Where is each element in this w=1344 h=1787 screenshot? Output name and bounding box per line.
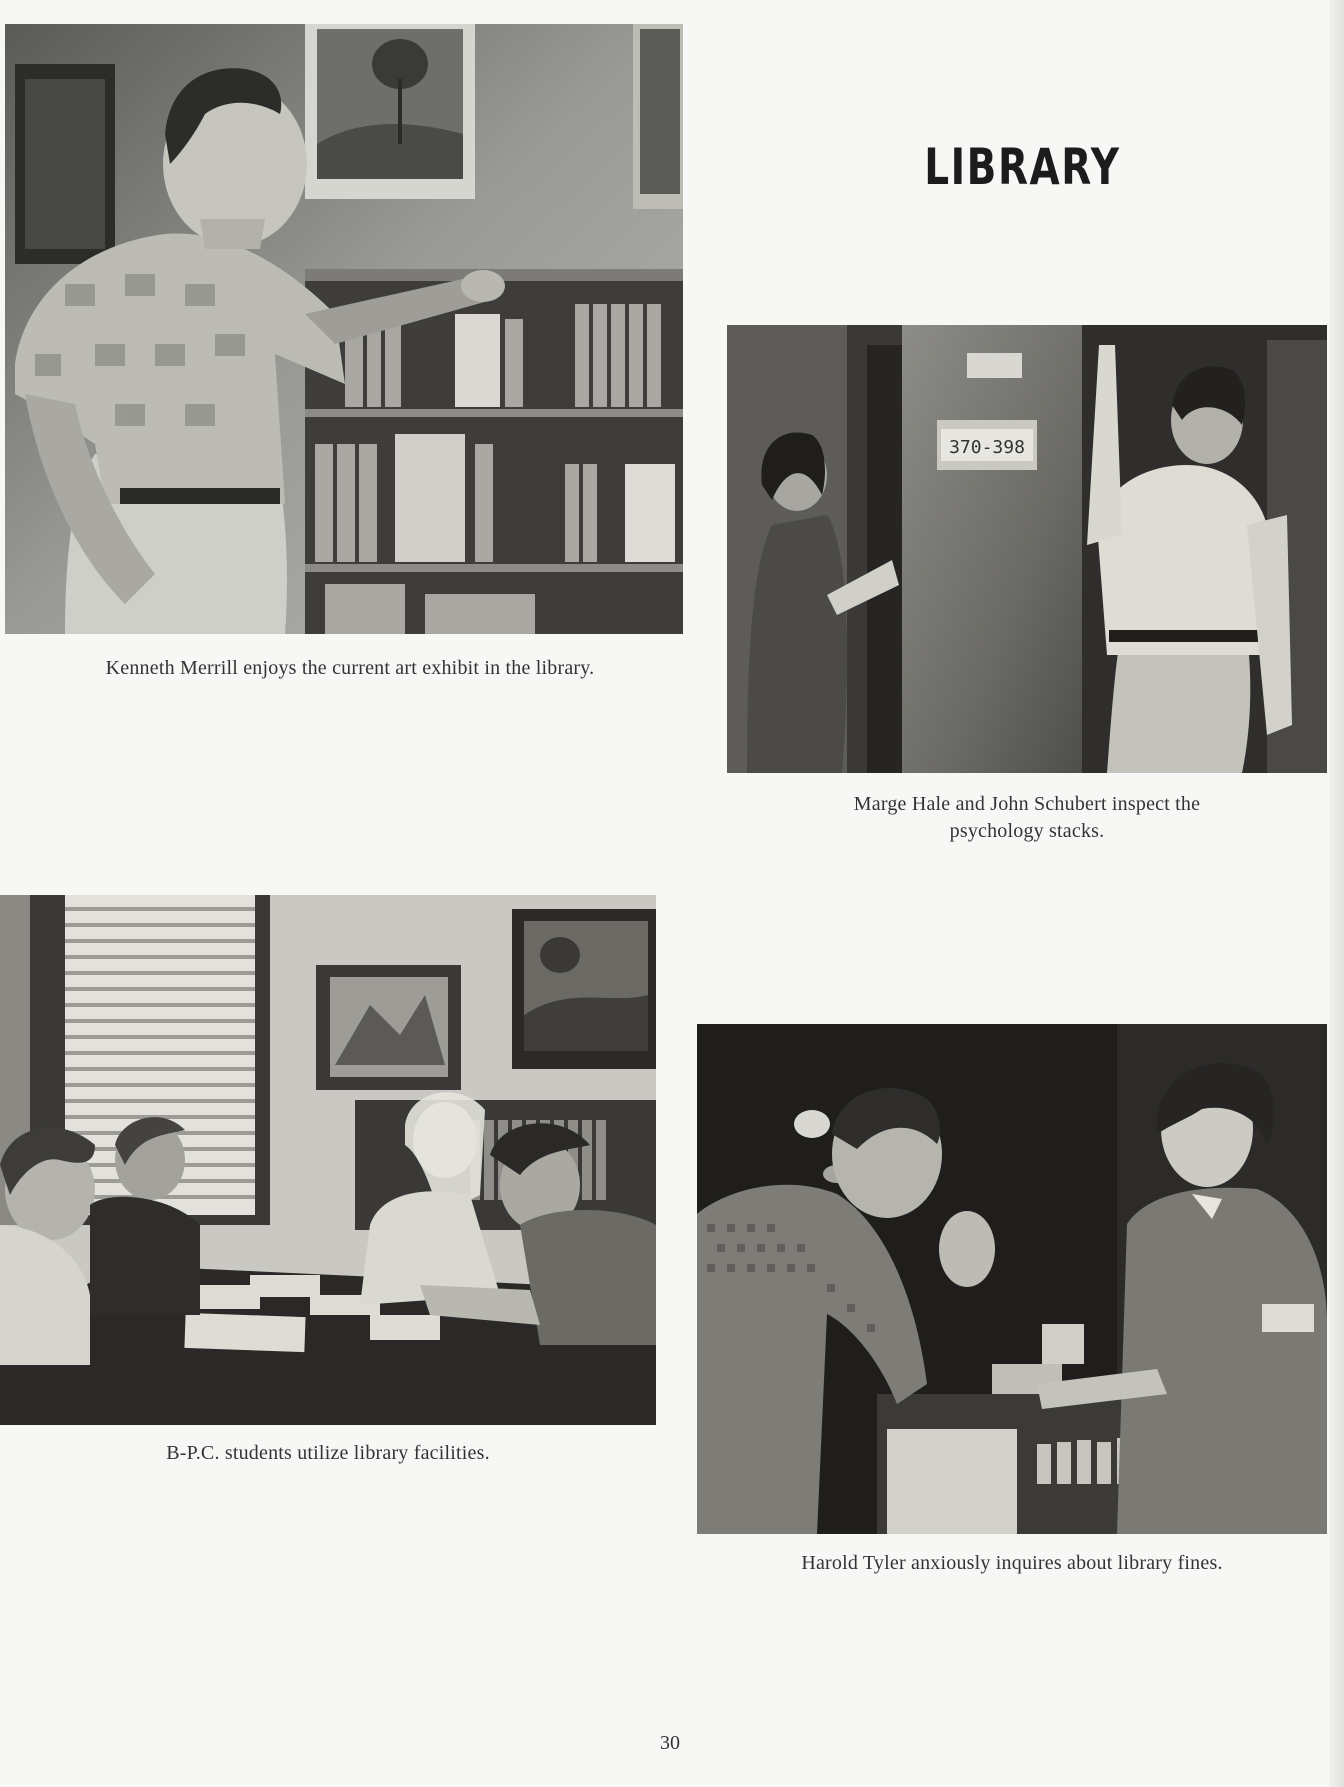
caption-psychology-stacks-line2: psychology stacks. [949,820,1105,842]
photo-kenneth-merrill [5,24,683,634]
photo-students-table-image [0,895,656,1425]
photo-students-table [0,895,656,1425]
stacks-sign-text: 370-398 [949,437,1025,458]
page-number: 30 [660,1732,680,1754]
photo-psychology-stacks-image [727,325,1327,773]
page-edge [1330,0,1344,1787]
caption-harold-tyler: Harold Tyler anxiously inquires about library fines. [801,1552,1223,1574]
caption-psychology-stacks [727,791,1327,845]
caption-psychology-stacks-line1: Marge Hale and John Schubert inspect the [853,793,1201,815]
photo-kenneth-merrill-image [5,24,683,634]
page-title: LIBRARY [924,138,1121,196]
caption-students-table: B-P.C. students utilize library facilities. [166,1442,490,1464]
photo-harold-tyler [697,1024,1327,1534]
caption-kenneth-merrill: Kenneth Merrill enjoys the current art exhibit in the library. [105,657,595,679]
photo-psychology-stacks [727,325,1327,773]
photo-harold-tyler-image [697,1024,1327,1534]
